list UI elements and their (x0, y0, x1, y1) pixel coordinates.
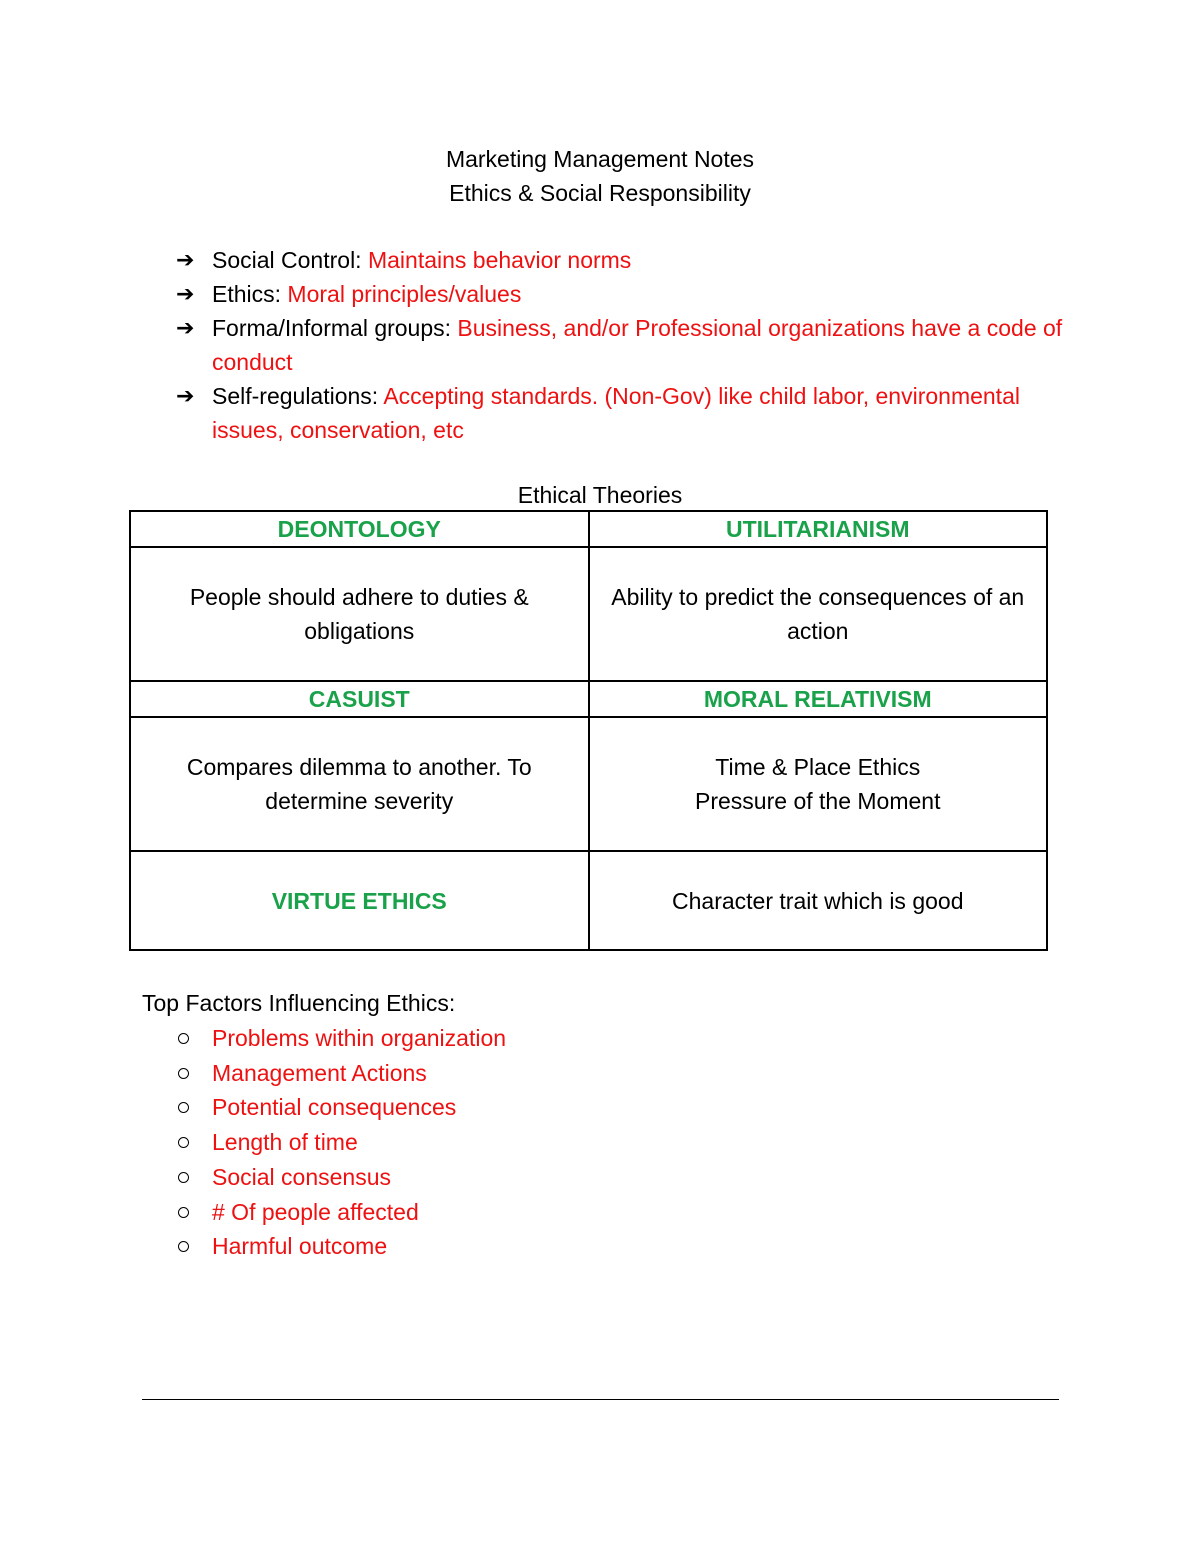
theory-name-deontology: DEONTOLOGY (130, 511, 589, 547)
theory-name-virtue-ethics: VIRTUE ETHICS (130, 851, 589, 950)
note-definition: Accepting standards. (Non-Gov) like child labor, environmental issues, conservation, etc (212, 383, 1020, 443)
note-term: Forma/Informal groups: (212, 315, 452, 341)
table-row (130, 547, 1047, 681)
ethical-theories-table (129, 510, 1048, 951)
circle-bullet-icon (178, 1241, 189, 1252)
factor-text: Social consensus (212, 1163, 391, 1190)
document-subtitle: Ethics & Social Responsibility (449, 180, 751, 206)
note-term: Self-regulations: (212, 383, 379, 409)
circle-bullet-icon (178, 1033, 189, 1044)
notes-list (176, 243, 1076, 447)
theory-name-utilitarianism: UTILITARIANISM (589, 511, 1048, 547)
note-item (176, 277, 1076, 311)
theory-description-utilitarianism: Ability to predict the consequences of an action (589, 547, 1048, 681)
factor-text: # Of people affected (212, 1198, 419, 1225)
theory-name-casuist: CASUIST (130, 681, 589, 717)
arrow-right-icon: ➔ (176, 281, 195, 306)
theory-name-moral-relativism: MORAL RELATIVISM (589, 681, 1048, 717)
note-definition: Business, and/or Professional organizations have a code of conduct (212, 315, 1063, 375)
arrow-right-icon: ➔ (176, 247, 195, 272)
list-item (176, 1125, 506, 1160)
factor-text: Potential consequences (212, 1094, 457, 1121)
document-header (0, 142, 1200, 210)
list-item (176, 1056, 506, 1091)
table-row (130, 681, 1047, 717)
arrow-right-icon: ➔ (176, 315, 195, 340)
factors-list (176, 1021, 506, 1264)
list-item (176, 1195, 506, 1230)
theories-title: Ethical Theories (517, 482, 683, 508)
factor-text: Management Actions (212, 1059, 427, 1086)
note-item (176, 243, 1076, 277)
footer-divider (142, 1399, 1059, 1400)
arrow-right-icon: ➔ (176, 383, 195, 408)
factor-text: Length of time (212, 1129, 358, 1156)
theory-description-virtue-ethics: Character trait which is good (589, 851, 1048, 950)
theory-description-casuist: Compares dilemma to another. To determine severity (130, 717, 589, 851)
document-title: Marketing Management Notes (445, 146, 755, 172)
list-item (176, 1090, 506, 1125)
note-term: Ethics: (212, 281, 282, 307)
factor-text: Problems within organization (212, 1025, 507, 1051)
factor-text: Harmful outcome (212, 1233, 388, 1260)
list-item (176, 1021, 506, 1056)
theory-description-deontology: People should adhere to duties & obligations (130, 547, 589, 681)
note-definition: Moral principles/values (287, 281, 522, 307)
circle-bullet-icon (178, 1102, 189, 1113)
circle-bullet-icon (178, 1068, 189, 1079)
table-row (130, 511, 1047, 547)
circle-bullet-icon (178, 1137, 189, 1148)
circle-bullet-icon (178, 1207, 189, 1218)
circle-bullet-icon (178, 1172, 189, 1183)
factors-title: Top Factors Influencing Ethics: (142, 990, 456, 1016)
list-item (176, 1229, 506, 1264)
description-line: Time & Place Ethics (715, 754, 921, 780)
theory-description-moral-relativism (589, 717, 1048, 851)
note-item (176, 311, 1076, 379)
table-row (130, 717, 1047, 851)
list-item (176, 1160, 506, 1195)
description-line: Pressure of the Moment (695, 788, 941, 814)
note-definition: Maintains behavior norms (367, 247, 632, 273)
note-term: Social Control: (212, 247, 362, 273)
table-row (130, 851, 1047, 950)
note-item (176, 379, 1076, 447)
